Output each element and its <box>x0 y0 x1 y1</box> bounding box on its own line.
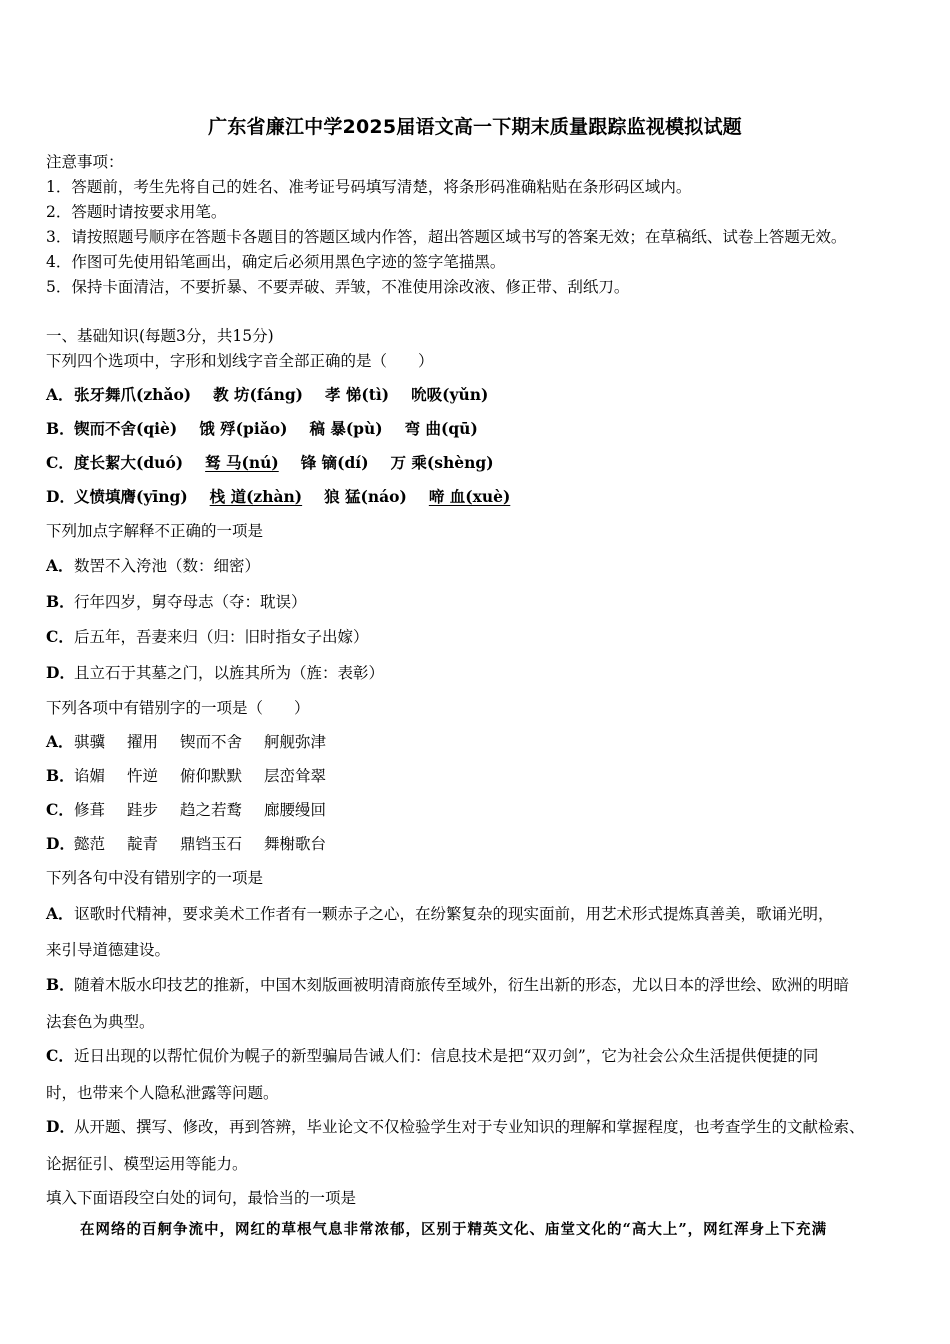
option-item: 锲而不舍 <box>180 733 243 751</box>
option-item: 骐骥 <box>74 733 106 751</box>
option-item: 吮吸(yǔn) <box>411 385 489 404</box>
option-key: D． <box>46 1117 75 1136</box>
option-item: 饿 殍(piǎo) <box>199 419 288 438</box>
q2-option-a <box>46 556 260 576</box>
q4-option-a-line1 <box>46 904 834 924</box>
option-item: 狼 猛(náo) <box>324 487 407 506</box>
q4-option-d-line1 <box>46 1117 865 1137</box>
option-item: 万 乘(shèng) <box>390 453 494 472</box>
option-item: 稿 暴(pù) <box>309 419 383 438</box>
option-key: D． <box>46 487 75 506</box>
option-item: 懿范 <box>74 835 106 853</box>
option-key: B． <box>46 766 75 785</box>
option-key: B． <box>46 419 75 438</box>
option-key: A． <box>46 904 74 923</box>
q3-option-d <box>46 834 326 854</box>
option-key: A． <box>46 732 74 751</box>
option-item: 锲而不舍(qiè) <box>74 419 178 438</box>
q3-option-b <box>46 766 326 786</box>
option-text: 且立石于其墓之门，以旌其所为（旌：表彰） <box>74 664 385 682</box>
option-item: 鼎铛玉石 <box>180 835 243 853</box>
option-text: 行年四岁，舅夺母志（夺：耽误） <box>74 593 307 611</box>
option-item: 驽 马(nú) <box>205 453 279 472</box>
option-item: 栈 道(zhàn) <box>209 487 303 506</box>
option-key: B． <box>46 975 75 994</box>
question-1-stem: 下列四个选项中，字形和划线字音全部正确的是（ ） <box>46 352 434 370</box>
q4-option-c-line2: 时，也带来个人隐私泄露等问题。 <box>46 1084 279 1102</box>
option-text: 数罟不入洿池（数：细密） <box>74 557 261 575</box>
option-item: 教 坊(fáng) <box>213 385 304 404</box>
notice-item-3: 3．请按照题号顺序在答题卡各题目的答题区域内作答，超出答题区域书写的答案无效；在草稿纸、试卷上答题无效。 <box>46 228 847 246</box>
option-text: 讴歌时代精神，要求美术工作者有一颗赤子之心，在纷繁复杂的现实面前，用艺术形式提炼真善美，歌诵光明， <box>74 905 834 923</box>
q2-option-d <box>46 663 384 683</box>
option-item: 跬步 <box>127 801 159 819</box>
question-2-stem: 下列加点字解释不正确的一项是 <box>46 522 264 540</box>
q3-option-a <box>46 732 326 752</box>
option-item: 孝 悌(tì) <box>325 385 390 404</box>
option-item: 锋 镝(dí) <box>300 453 369 472</box>
notice-heading: 注意事项： <box>46 153 124 171</box>
question-4-stem: 下列各句中没有错别字的一项是 <box>46 869 264 887</box>
option-key: C． <box>46 627 74 646</box>
option-item: 张牙舞爪(zhǎo) <box>74 385 192 404</box>
option-item: 廊腰缦回 <box>264 801 327 819</box>
option-key: A． <box>46 556 74 575</box>
option-key: C． <box>46 800 74 819</box>
q4-option-c-line1 <box>46 1046 818 1066</box>
page-title: 广东省廉江中学2025届语文高一下期末质量跟踪监视模拟试题 <box>208 116 742 138</box>
q5-passage: 在网络的百舸争流中，网红的草根气息非常浓郁，区别于精英文化、庙堂文化的“高大上”，网红浑身上下充满 <box>80 1221 828 1238</box>
notice-item-4: 4．作图可先使用铅笔画出，确定后必须用黑色字迹的签字笔描黑。 <box>46 253 506 271</box>
option-key: C． <box>46 1046 74 1065</box>
option-item: 舞榭歌台 <box>264 835 327 853</box>
q1-option-b <box>46 419 478 439</box>
option-item: 谄媚 <box>74 767 106 785</box>
option-text: 从开题、撰写、修改，再到答辨，毕业论文不仅检验学生对于专业知识的理解和掌握程度，也考查学生的文献检索、 <box>74 1118 865 1136</box>
notice-item-2: 2．答题时请按要求用笔。 <box>46 203 227 221</box>
option-key: D． <box>46 663 75 682</box>
option-item: 弯 曲(qū) <box>404 419 478 438</box>
option-key: B． <box>46 592 75 611</box>
option-item: 层峦耸翠 <box>264 767 327 785</box>
option-item: 俯仰默默 <box>180 767 243 785</box>
notice-item-1: 1．答题前，考生先将自己的姓名、准考证号码填写清楚，将条形码准确粘贴在条形码区域内。 <box>46 178 692 196</box>
option-item: 度长絜大(duó) <box>74 453 184 472</box>
option-key: D． <box>46 834 75 853</box>
option-item: 忤逆 <box>127 767 159 785</box>
option-text: 随着木版水印技艺的推新，中国木刻版画被明清商旅传至域外，衍生出新的形态，尤以日本的浮世绘、欧洲的明暗 <box>74 976 850 994</box>
option-item: 趋之若鹜 <box>180 801 243 819</box>
option-text: 近日出现的以帮忙侃价为幌子的新型骗局告诫人们：信息技术是把“双刃剑”，它为社会公众生活提供便捷的同 <box>74 1047 819 1065</box>
option-item: 靛青 <box>127 835 159 853</box>
option-item: 舸舰弥津 <box>264 733 327 751</box>
option-item: 擢用 <box>127 733 159 751</box>
q4-option-b-line2: 法套色为典型。 <box>46 1013 155 1031</box>
notice-item-5: 5．保持卡面清洁，不要折暴、不要弄破、弄皱，不准使用涂改液、修正带、刮纸刀。 <box>46 278 630 296</box>
question-5-stem: 填入下面语段空白处的词句，最恰当的一项是 <box>46 1189 357 1207</box>
q2-option-c <box>46 627 369 647</box>
option-key: C． <box>46 453 74 472</box>
q2-option-b <box>46 592 307 612</box>
q3-option-c <box>46 800 326 820</box>
q1-option-d <box>46 487 510 507</box>
option-item: 义愤填膺(yīng) <box>74 487 188 506</box>
q1-option-c <box>46 453 494 473</box>
section-heading: 一、基础知识(每题3分，共15分) <box>46 327 274 345</box>
option-item: 修葺 <box>74 801 106 819</box>
option-text: 后五年，吾妻来归（归：旧时指女子出嫁） <box>74 628 369 646</box>
q4-option-a-line2: 来引导道德建设。 <box>46 941 171 959</box>
q4-option-d-line2: 论据征引、模型运用等能力。 <box>46 1155 248 1173</box>
option-key: A． <box>46 385 74 404</box>
q1-option-a <box>46 385 488 405</box>
option-item: 啼 血(xuè) <box>428 487 511 506</box>
question-3-stem: 下列各项中有错别字的一项是（ ） <box>46 699 310 717</box>
q4-option-b-line1 <box>46 975 849 995</box>
